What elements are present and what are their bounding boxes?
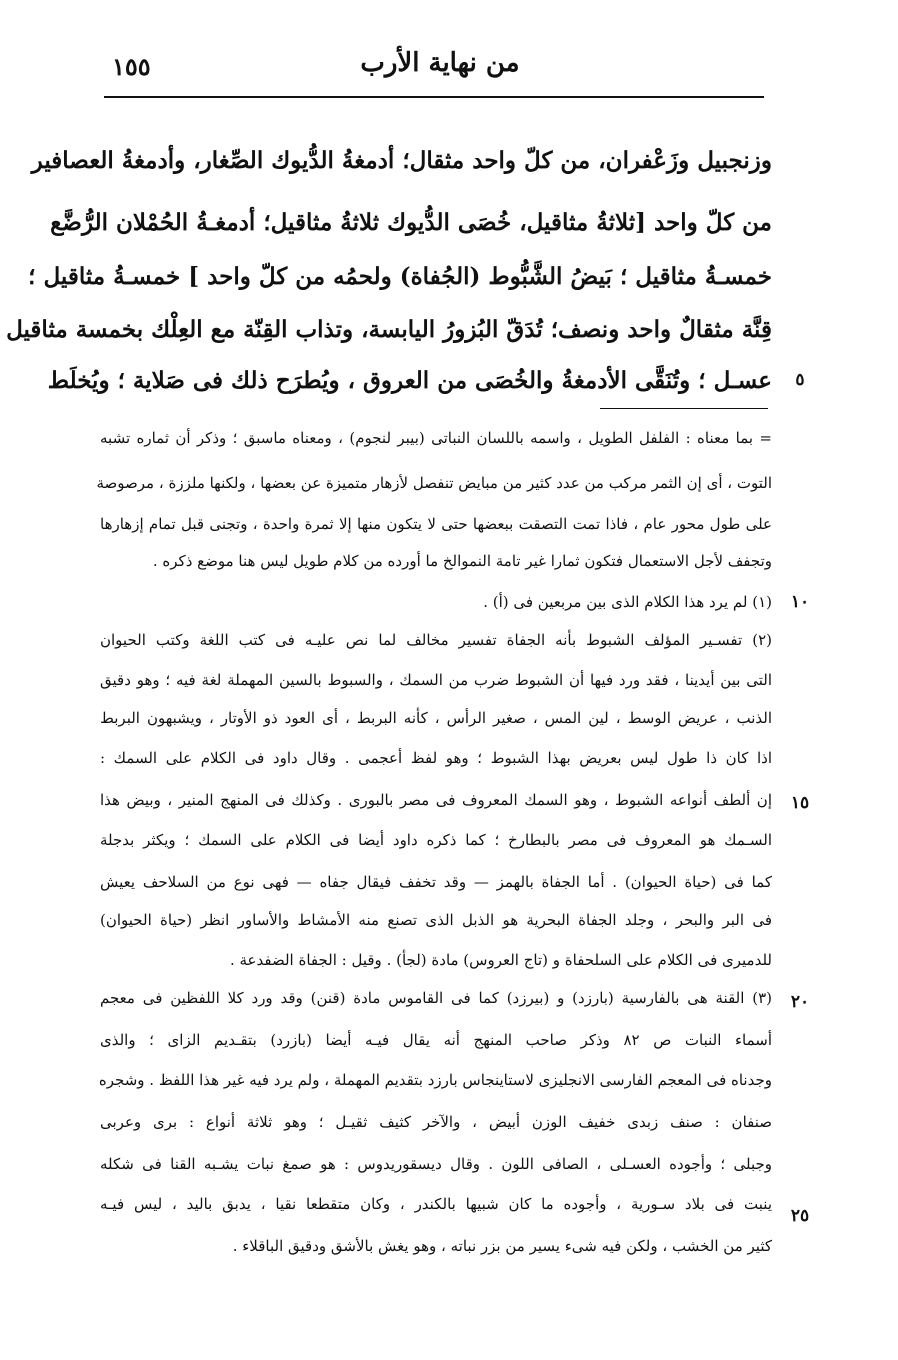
line-number: ١٠ (790, 592, 810, 612)
footnote-line: اذا كان ذا طول ليس بعريض بهذا الشبوط ؛ وهو لفظ أعجمى . وقال داود فى الكلام على السمك : (100, 749, 772, 767)
main-line: قِنَّة مثقالٌ واحد ونصف؛ تُدَقّ البُزورُ اليابسة، وتذاب القِنّة مع العِلْك بخمسة مثاقيل (6, 316, 772, 343)
footnote-line: كثير من الخشب ، ولكن فيه شىء يسير من بزر نباته ، وهو يغش بالأشق ودقيق الباقلاء . (232, 1237, 772, 1255)
line-number: ٢٠ (790, 992, 810, 1012)
footnote-line: السـمك هو المعروف فى مصر بالبطارخ ؛ كما ذكره داود أيضا فى الكلام على السمك ؛ ويكثر بدجلة (100, 831, 772, 849)
footnote-line: التى بين أيدينا ، فقد ورد فيها أن الشبوط ضرب من السمك ، والسبوط بالسين المهملة لغة فيه ؛ وهو دقيق (100, 671, 772, 689)
footnote-line: التوت ، أى إن الثمر مركب من عدد كثير من مبايض تنفصل لأزهار متميزة عن بعضها ، ولكنها ملززة ، مرصوصة (96, 474, 772, 492)
line-number: ١٥ (790, 793, 810, 813)
line-number: ٥ (795, 370, 805, 390)
footnote-line: صنفان : صنف زبدى خفيف الوزن أبيض ، والآخر كثيف ثقيـل ؛ وهو ثلاثة أنواع : برى وعربى (100, 1113, 772, 1131)
footnote-line: وجبلى ؛ وأجوده العسـلى ، الصافى اللون . وقال ديسقوريدوس : هو صمغ نبات يشـبه القنا فى شكله (100, 1155, 772, 1173)
footnote-line: (٣) القنة هى بالفارسية (بارزد) و (بيرزد) كما فى القاموس مادة (قنن) وقد ورد كلا اللفظين فى معجم (100, 989, 772, 1007)
footnote-line: للدميرى فى الكلام على السلحفاة و (تاج العروس) مادة (لجأ) . وقيل : الجفاة الضفدعة . (229, 951, 772, 969)
footnote-line: فى البر والبحر ، وجلد الجفاة البحرية هو الذبل الذى تصنع منه الأمشاط والأساور انظر (حياة الحيوان) (100, 911, 772, 929)
main-line: عسـل ؛ وتُنَقَّى الأدمغةُ والخُصَى من العروق ، ويُطرَح ذلك فى صَلاية ؛ ويُخلَط (47, 367, 772, 394)
footnote-line: (١) لم يرد هذا الكلام الذى بين مربعين فى (أ) . (483, 593, 772, 611)
running-header-title: من نهاية الأرب (360, 48, 520, 78)
footnote-line: وجدناه فى المعجم الفارسى الانجليزى لاستاينجاس بارزد بتقديم المهملة ، ولم يرد فيه غير هذا اللفظ . وشجره (98, 1071, 772, 1089)
line-number: ٢٥ (790, 1206, 810, 1226)
footnote-line: على طول محور عام ، فاذا تمت التصقت ببعضها حتى لا يتكون منها إلا ثمرة واحدة ، وتجنى قبل تمام إزهارها (100, 515, 772, 533)
footnote-line: (٢) تفسـير المؤلف الشبوط بأنه الجفاة تفسير مخالف لما نص عليـه فى كتب اللغة وكتب الحيوان (100, 631, 772, 649)
footnote-line: كما فى (حياة الحيوان) . أما الجفاة بالهمز — وقد تخفف فيقال جفاه — فهى نوع من السلاحف يعيش (100, 873, 772, 891)
footnote-line: وتجفف لأجل الاستعمال فتكون ثمارا غير تامة النموالخ ما أورده من كلام طويل ليس هنا موضع ذكره . (152, 552, 772, 570)
main-line: وزنجبيل وزَعْفران، من كلّ واحد مثقال؛ أدمغةُ الدُّيوك الصِّغار، وأدمغةُ العصافير (31, 147, 772, 174)
footnote-line: أسماء النبات ص ٨٢ وذكر صاحب المنهج أنه يقال فيـه أيضا (بازرد) بتقـديم الزاى ؛ والذى (100, 1031, 773, 1049)
page-number: ١٥٥ (112, 52, 151, 81)
main-line: خمسـةُ مثاقيل ؛ بَيضُ الشَّبُّوط (الجُفاة) ولحمُه من كلّ واحد ] خمسـةُ مثاقيل ؛ (28, 263, 772, 290)
footnote-line: إن ألطف أنواعه الشبوط ، وهو السمك المعروف فى مصر بالبورى . وكذلك فى المنهج المنير ، وبيض هذا (100, 791, 772, 809)
main-line: من كلّ واحد [ثلاثةُ مثاقيل، خُصَى الدُّيوك ثلاثةُ مثاقيل؛ أدمغـةُ الحُمْلان الرُّضَّع (50, 209, 772, 236)
header-rule (104, 96, 764, 98)
footnote-line: الذنب ، عريض الوسط ، لين المس ، صغير الرأس ، كأنه البربط ، أى العود ذو الأوتار ، ويشبهون البربط (100, 709, 772, 727)
footnote-separator (600, 408, 768, 409)
footnote-line: = بما معناه : الفلفل الطويل ، واسمه باللسان النباتى (بيبر لنجوم) ، ومعناه ماسبق ؛ وذكر أن ثماره تشبه (100, 429, 772, 447)
footnote-line: ينبت فى بلاد سـورية ، وأجوده ما كان شبيها بالكندر ، وكان متقطعا نقيا ، يدبق باليد ، ليس فيـه (100, 1195, 772, 1213)
